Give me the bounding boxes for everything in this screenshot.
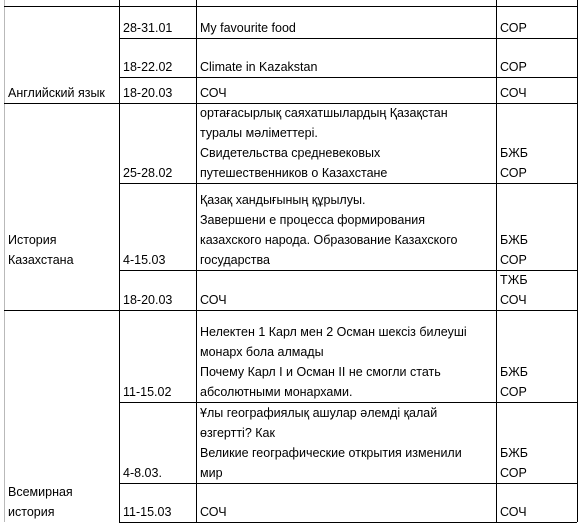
subject-cell[interactable]: Казахстана — [8, 253, 74, 267]
type-line[interactable]: БЖБ — [500, 146, 528, 160]
type-line[interactable]: БЖБ — [500, 233, 528, 247]
date-cell[interactable]: 18-22.02 — [123, 60, 173, 74]
column-border — [496, 0, 497, 522]
type-line[interactable]: БЖБ — [500, 446, 528, 460]
type-line[interactable]: СОР — [500, 21, 527, 35]
topic-line[interactable]: My favourite food — [200, 21, 296, 35]
topic-line[interactable]: монарх бола алмады — [200, 345, 324, 359]
type-line[interactable]: СОЧ — [500, 293, 527, 307]
subject-cell[interactable]: история — [8, 505, 55, 519]
subject-cell[interactable]: История — [8, 233, 57, 247]
type-line[interactable]: СОР — [500, 166, 527, 180]
topic-line[interactable]: СОЧ — [200, 86, 227, 100]
date-cell[interactable]: 11-15.03 — [123, 505, 172, 519]
row-border — [119, 483, 577, 484]
type-line[interactable]: СОЧ — [500, 86, 527, 100]
row-border — [119, 38, 577, 39]
row-border — [119, 77, 577, 78]
topic-line[interactable]: Ұлы географиялық ашулар әлемді қалай — [200, 406, 438, 420]
topic-line[interactable]: путешественников о Казахстане — [200, 166, 388, 180]
date-cell[interactable]: 25-28.02 — [123, 166, 173, 180]
column-border — [4, 0, 5, 522]
type-line[interactable]: СОР — [500, 253, 527, 267]
date-cell[interactable]: 4-15.03 — [123, 253, 166, 267]
topic-line[interactable]: Нелектен 1 Карл мен 2 Осман шексіз билеуші — [200, 325, 467, 339]
type-line[interactable]: СОЧ — [500, 505, 527, 519]
date-cell[interactable]: 18-20.03 — [123, 293, 173, 307]
type-line[interactable]: СОР — [500, 60, 527, 74]
type-line[interactable]: ТЖБ — [500, 273, 528, 287]
topic-line[interactable]: Великие географические открытия изменили — [200, 446, 462, 460]
topic-line[interactable]: абсолютными монархами. — [200, 385, 353, 399]
topic-line[interactable]: Қазақ хандығының құрылуы. — [200, 193, 366, 207]
column-border — [119, 0, 120, 522]
topic-line[interactable]: өзгертті? Как — [200, 426, 275, 440]
column-border — [196, 0, 197, 522]
topic-line[interactable]: Завершени е процесса формирования — [200, 213, 426, 227]
topic-line[interactable]: Climate in Kazakstan — [200, 60, 318, 74]
topic-line[interactable]: ортағасырлық саяхатшылардың Қазақстан — [200, 106, 448, 120]
topic-line[interactable]: государства — [200, 253, 270, 267]
date-cell[interactable]: 28-31.01 — [123, 21, 173, 35]
row-border — [4, 6, 577, 7]
type-line[interactable]: БЖБ — [500, 365, 528, 379]
topic-line[interactable]: Почему Карл I и Осман II не смогли стать — [200, 365, 441, 379]
topic-line[interactable]: Свидетельства средневековых — [200, 146, 381, 160]
topic-line[interactable]: казахского народа. Образование Казахского — [200, 233, 458, 247]
date-cell[interactable]: 4-8.03. — [123, 466, 162, 480]
subject-cell[interactable]: Всемирная — [8, 485, 73, 499]
date-cell[interactable]: 11-15.02 — [123, 385, 172, 399]
row-border — [119, 183, 577, 184]
row-border — [4, 310, 577, 311]
type-line[interactable]: СОР — [500, 385, 527, 399]
date-cell[interactable]: 18-20.03 — [123, 86, 173, 100]
topic-line[interactable]: СОЧ — [200, 505, 227, 519]
topic-line[interactable]: СОЧ — [200, 293, 227, 307]
topic-line[interactable]: туралы мәліметтері. — [200, 126, 318, 140]
column-border — [577, 0, 578, 522]
type-line[interactable]: СОР — [500, 466, 527, 480]
topic-line[interactable]: мир — [200, 466, 223, 480]
subject-cell[interactable]: Английский язык — [8, 86, 105, 100]
